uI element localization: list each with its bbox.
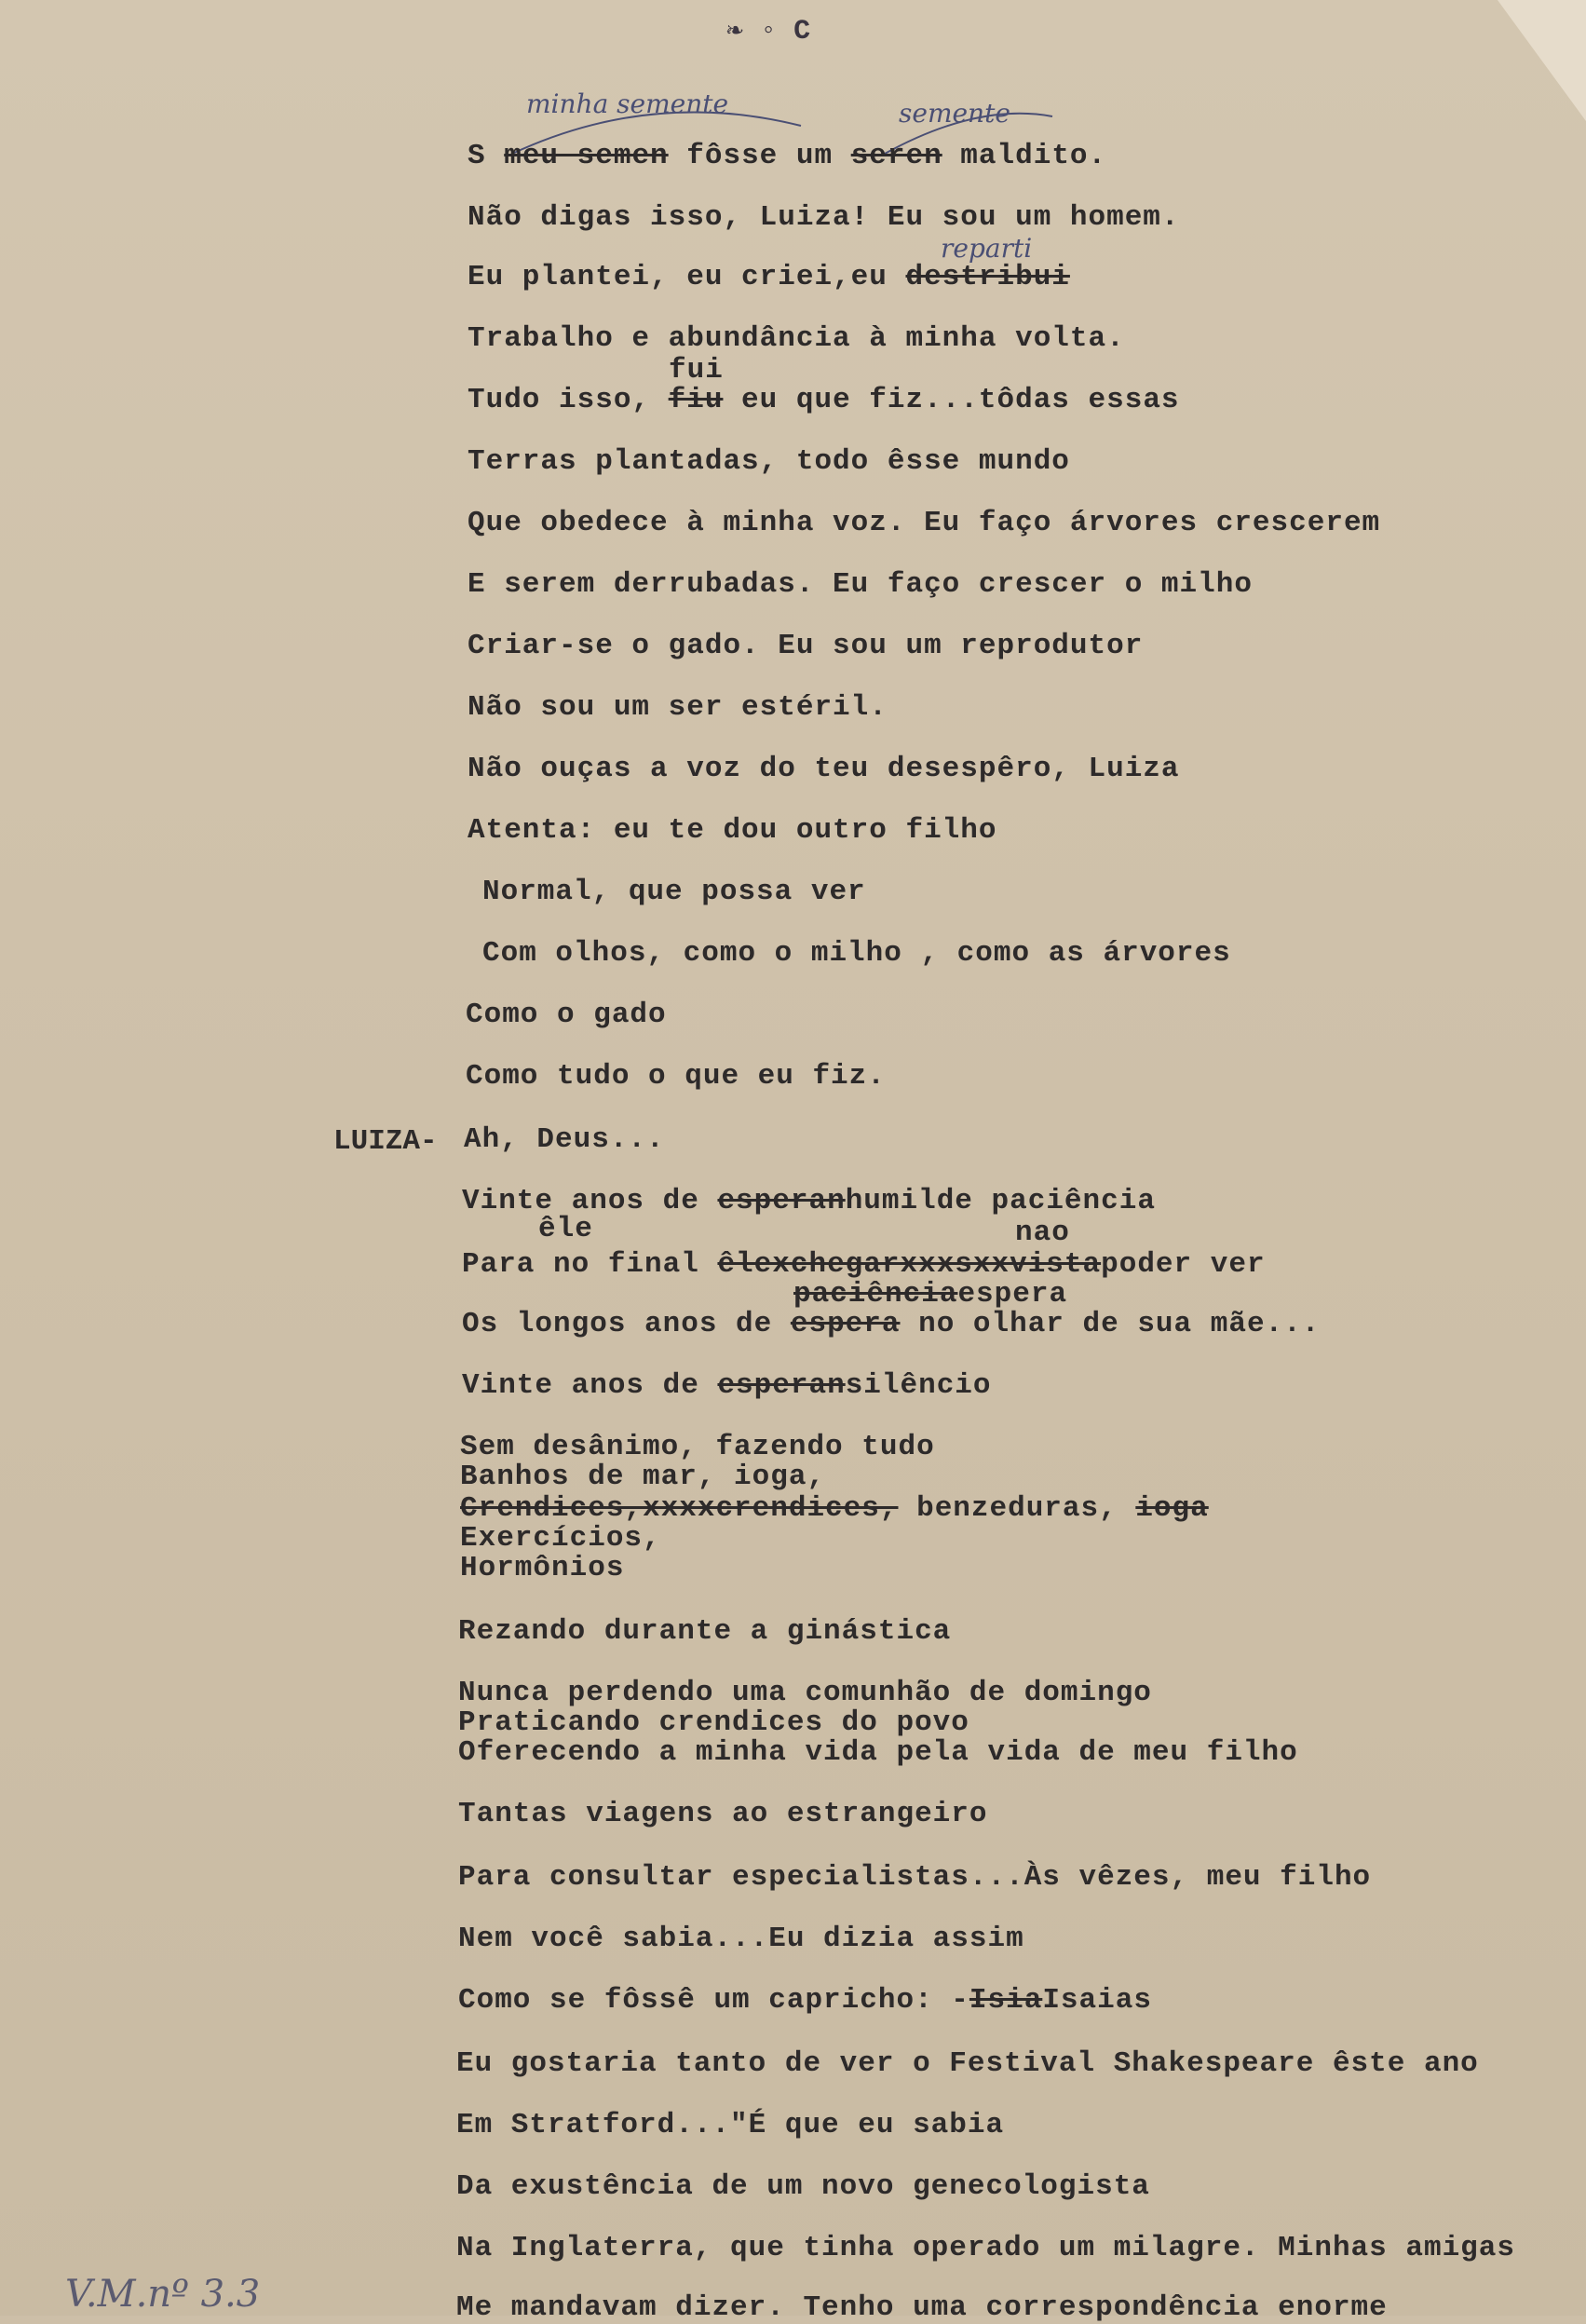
verse-line: Crendices,xxxxcrendices, benzeduras, ioga: [460, 1492, 1209, 1525]
archive-annotation: V.M.nº 3.3: [65, 2273, 261, 2316]
handwritten-annotation: semente: [899, 98, 1010, 129]
verse-line: Sem desânimo, fazendo tudo: [460, 1431, 935, 1463]
verse-line: Hormônios: [460, 1552, 625, 1584]
verse-line: Normal, que possa ver: [482, 876, 866, 908]
verse-line: Eu gostaria tanto de ver o Festival Shakespeare êste ano: [456, 2047, 1479, 2080]
verse-line: Nunca perdendo uma comunhão de domingo: [458, 1677, 1152, 1709]
verse-line: paciênciaespera: [793, 1278, 1068, 1311]
verse-line: Me mandavam dizer. Tenho uma correspondência enorme: [456, 2291, 1388, 2324]
verse-line: Em Stratford..."É que eu sabia: [456, 2109, 1005, 2141]
verse-line: Vinte anos de esperanhumilde paciência: [462, 1185, 1156, 1217]
verse-line: Para consultar especialistas...Às vêzes, meu filho: [458, 1861, 1372, 1894]
verse-line: Terras plantadas, todo êsse mundo: [468, 445, 1070, 478]
verse-line: Como tudo o que eu fiz.: [466, 1060, 886, 1093]
verse-line: Na Inglaterra, que tinha operado um milagre. Minhas amigas: [456, 2232, 1515, 2264]
verse-line: Eu plantei, eu criei,eu destribui: [468, 261, 1070, 293]
typed-insertion: nao: [1015, 1216, 1070, 1249]
speaker-name: LUIZA-: [333, 1125, 438, 1158]
typed-insertion: êle: [538, 1213, 593, 1245]
verse-line: Os longos anos de espera no olhar de sua mãe...: [462, 1308, 1321, 1340]
handwritten-annotation: minha semente: [526, 88, 729, 119]
verse-line: Banhos de mar, ioga,: [460, 1461, 826, 1493]
verse-line: Como o gado: [466, 999, 667, 1031]
verse-line: Da exustência de um novo genecologista: [456, 2170, 1150, 2203]
handwritten-annotation: reparti: [941, 233, 1033, 264]
verse-line: Atenta: eu te dou outro filho: [468, 814, 997, 847]
verse-line: Tantas viagens ao estrangeiro: [458, 1798, 988, 1830]
verse-line: Praticando crendices do povo: [458, 1706, 969, 1739]
verse-line: Não digas isso, Luiza! Eu sou um homem.: [468, 201, 1180, 234]
verse-line: Como se fôssê um capricho: -IsiaIsaias: [458, 1984, 1152, 2017]
verse-line: Para no final êlexchegarxxxsxxvistapoder ver: [462, 1248, 1266, 1281]
verse-line: Com olhos, como o milho , como as árvores: [482, 937, 1231, 970]
verse-line: Que obedece à minha voz. Eu faço árvores crescerem: [468, 507, 1381, 539]
verse-line: S meu semen fôsse um seren maldito.: [468, 140, 1107, 172]
verse-line: Rezando durante a ginástica: [458, 1615, 952, 1648]
verse-line: Oferecendo a minha vida pela vida de meu filho: [458, 1736, 1298, 1769]
verse-line: Trabalho e abundância à minha volta.: [468, 322, 1125, 355]
verse-line: Criar-se o gado. Eu sou um reprodutor: [468, 630, 1144, 662]
verse-line: Vinte anos de esperansilêncio: [462, 1369, 992, 1402]
verse-line: Exercícios,: [460, 1522, 661, 1555]
verse-line: Não sou um ser estéril.: [468, 691, 888, 724]
typed-insertion: fui: [669, 354, 724, 387]
verse-line: Nem você sabia...Eu dizia assim: [458, 1923, 1024, 1955]
page-header-mark: ❧ ◦ C: [726, 16, 811, 48]
verse-line: Tudo isso, fiu eu que fiz...tôdas essas: [468, 384, 1180, 416]
verse-line: Não ouças a voz do teu desespêro, Luiza: [468, 753, 1180, 785]
verse-line: Ah, Deus...: [464, 1123, 665, 1156]
verse-line: E serem derrubadas. Eu faço crescer o milho: [468, 568, 1253, 601]
folded-corner: [1498, 0, 1586, 121]
